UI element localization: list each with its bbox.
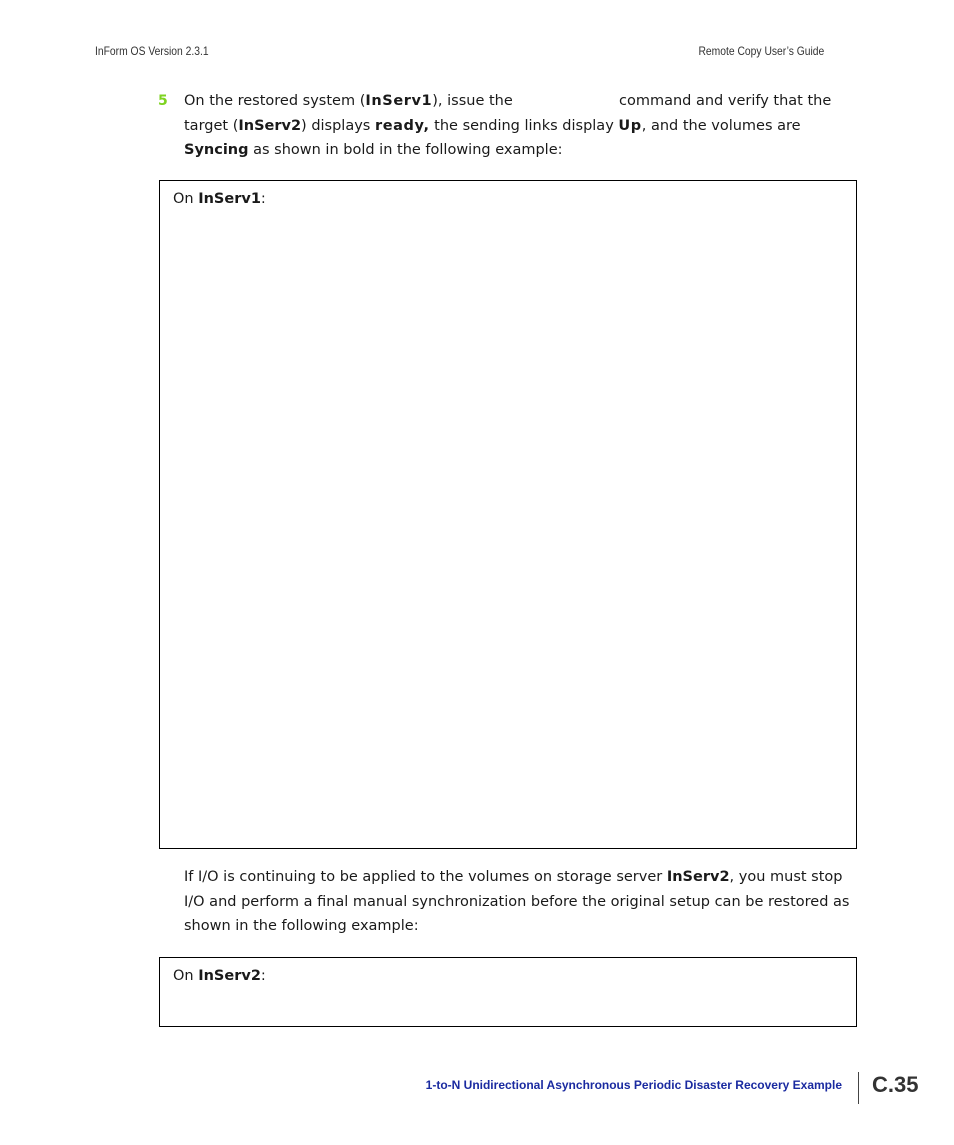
header-guide-title: Remote Copy User’s Guide (698, 44, 824, 58)
procedure-step (158, 89, 858, 163)
footer-section-title: 1-to-N Unidirectional Asynchronous Periodic Disaster Recovery Example (425, 1078, 842, 1092)
status-up: Up (618, 117, 642, 134)
io-paragraph: If I/O is continuing to be applied to the volumes on storage server InServ2, you must stop I/O and perform a final manual synchronization before the original setup can be restored as shown in the following example: (184, 869, 850, 934)
status-ready: ready, (374, 117, 430, 134)
header-version: InForm OS Version 2.3.1 (95, 44, 209, 58)
step-text: On the restored system (InServ1), issue the command and verify that the target (InServ2) displays ready, the sending links display Up, and the volumes are Syncing as shown in bold in the following example: (184, 93, 832, 158)
target-name: InServ2 (238, 117, 302, 134)
system-name: InServ1 (365, 93, 433, 109)
storage-server-name: InServ2 (666, 869, 730, 885)
example-box-inserv1: On InServ1: (159, 180, 857, 849)
footer-divider (858, 1072, 859, 1104)
status-syncing: Syncing (184, 142, 249, 158)
example-system-name: InServ1 (198, 191, 261, 207)
step-number: 5 (158, 93, 168, 109)
page-number: C.35 (872, 1072, 919, 1097)
example-box-inserv2: On InServ2: (159, 957, 857, 1027)
example-system-name: InServ2 (198, 968, 261, 984)
